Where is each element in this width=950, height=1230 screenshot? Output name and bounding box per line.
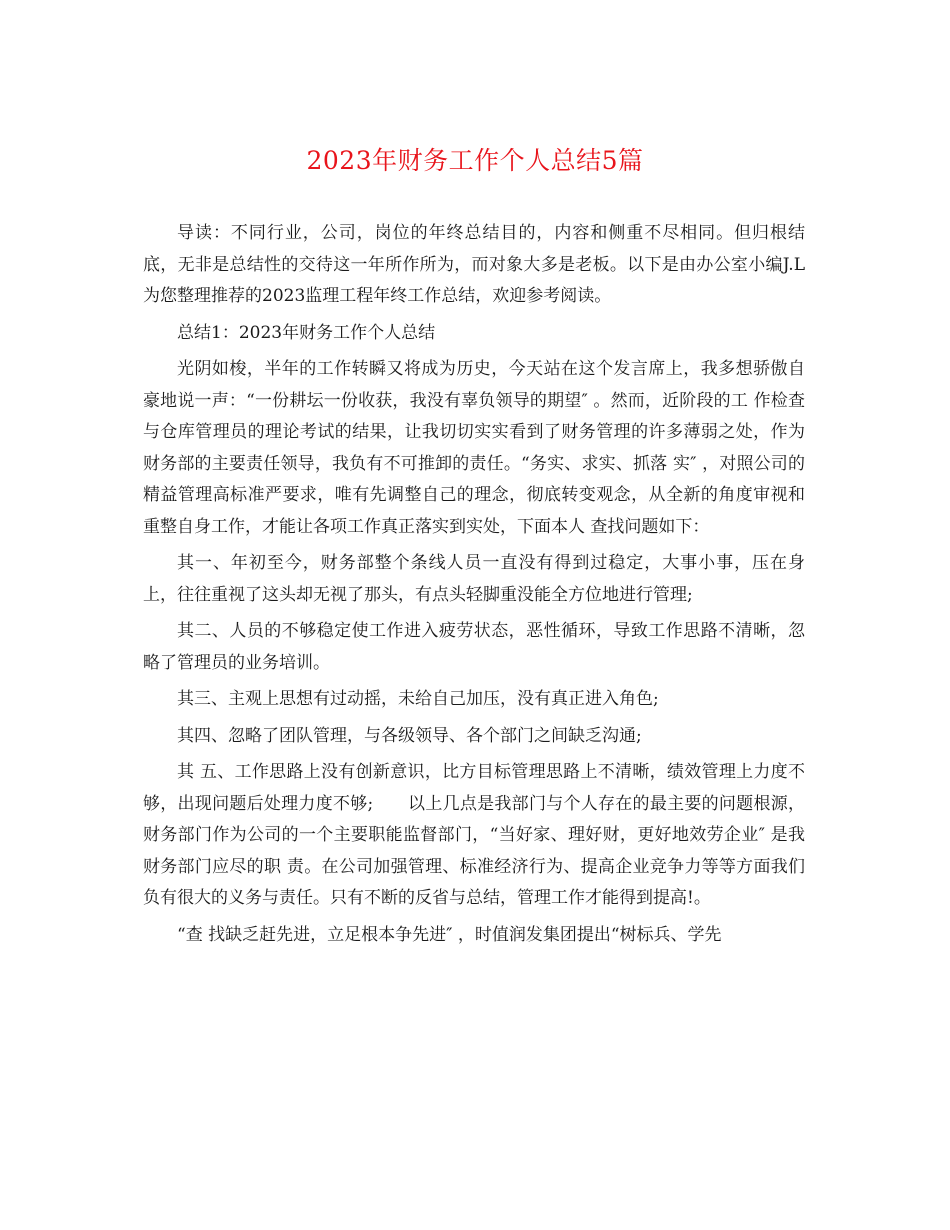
paragraph-issue-3: 其三、主观上思想有过动摇，未给自己加压，没有真正进入角色; [177,689,659,709]
document-body [143,218,805,956]
paragraph-issue-1: 其一、年初至今，财务部整个条线人员一直没有得到过稳定，大事小事，压在身上，往往重视了这头却无视了那头，有点头轻脚重没能全方位地进行管理; [143,553,805,605]
paragraph-intro: 导读：不同行业，公司，岗位的年终总结目的，内容和侧重不尽相同。但归根结底，无非是总结性的交待这一年所作所为，而对象大多是老板。以下是由办公室小编J.L为您整理推荐的2023监理工程年终工作总结，欢迎参考阅读。 [143,223,805,306]
paragraph-issue-2: 其二、人员的不够稳定使工作进入疲劳状态，恶性循环，导致工作思路不清晰，忽略了管理员的业务培训。 [143,621,805,673]
paragraph-issue-5: 其 五、工作思路上没有创新意识，比方目标管理思路上不清晰，绩效管理上力度不够，出现问题后处理力度不够; 以上几点是我部门与个人存在的最主要的问题根源，财务部门作为公司的一个主要职能监督部门，“当好家、理好财，更好地效劳企业″ 是我财务部门应尽的职 责。在公司加强管理、标准经济行为、提高企业竞争力等等方面我们负有很大的义务与责任。只有不断的反省与总结，管理工作才能得到提高!。 [143,762,805,908]
paragraph-issue-4: 其四、忽略了团队管理，与各级领导、各个部门之间缺乏沟通; [177,725,642,746]
paragraph-section-heading: 总结1：2023年财务工作个人总结 [177,322,436,343]
paragraph-closing: “查 找缺乏赶先进，立足根本争先进″ ，时值润发集团提出“树标兵、学先 [177,924,722,945]
paragraph-opening: 光阴如梭，半年的工作转瞬又将成为历史，今天站在这个发言席上，我多想骄傲自豪地说一声：“一份耕坛一份收获，我没有辜负领导的期望″ 。然而，近阶段的工 作检查与仓库管理员的理论考试的结果，让我切切实实看到了财务管理的许多薄弱之处，作为财务部的主要责任领导，我负有不可推卸的责任。“务实、求实、抓落 实″ ，对照公司的精益管理高标准严要求，唯有先调整自己的理念，彻底转变观念，从全新的角度审视和重整自身工作，才能让各项工作真正落实到实处，下面本人 查找问题如下： [143,359,805,537]
document-title: 2023年财务工作个人总结5篇 [306,146,644,175]
